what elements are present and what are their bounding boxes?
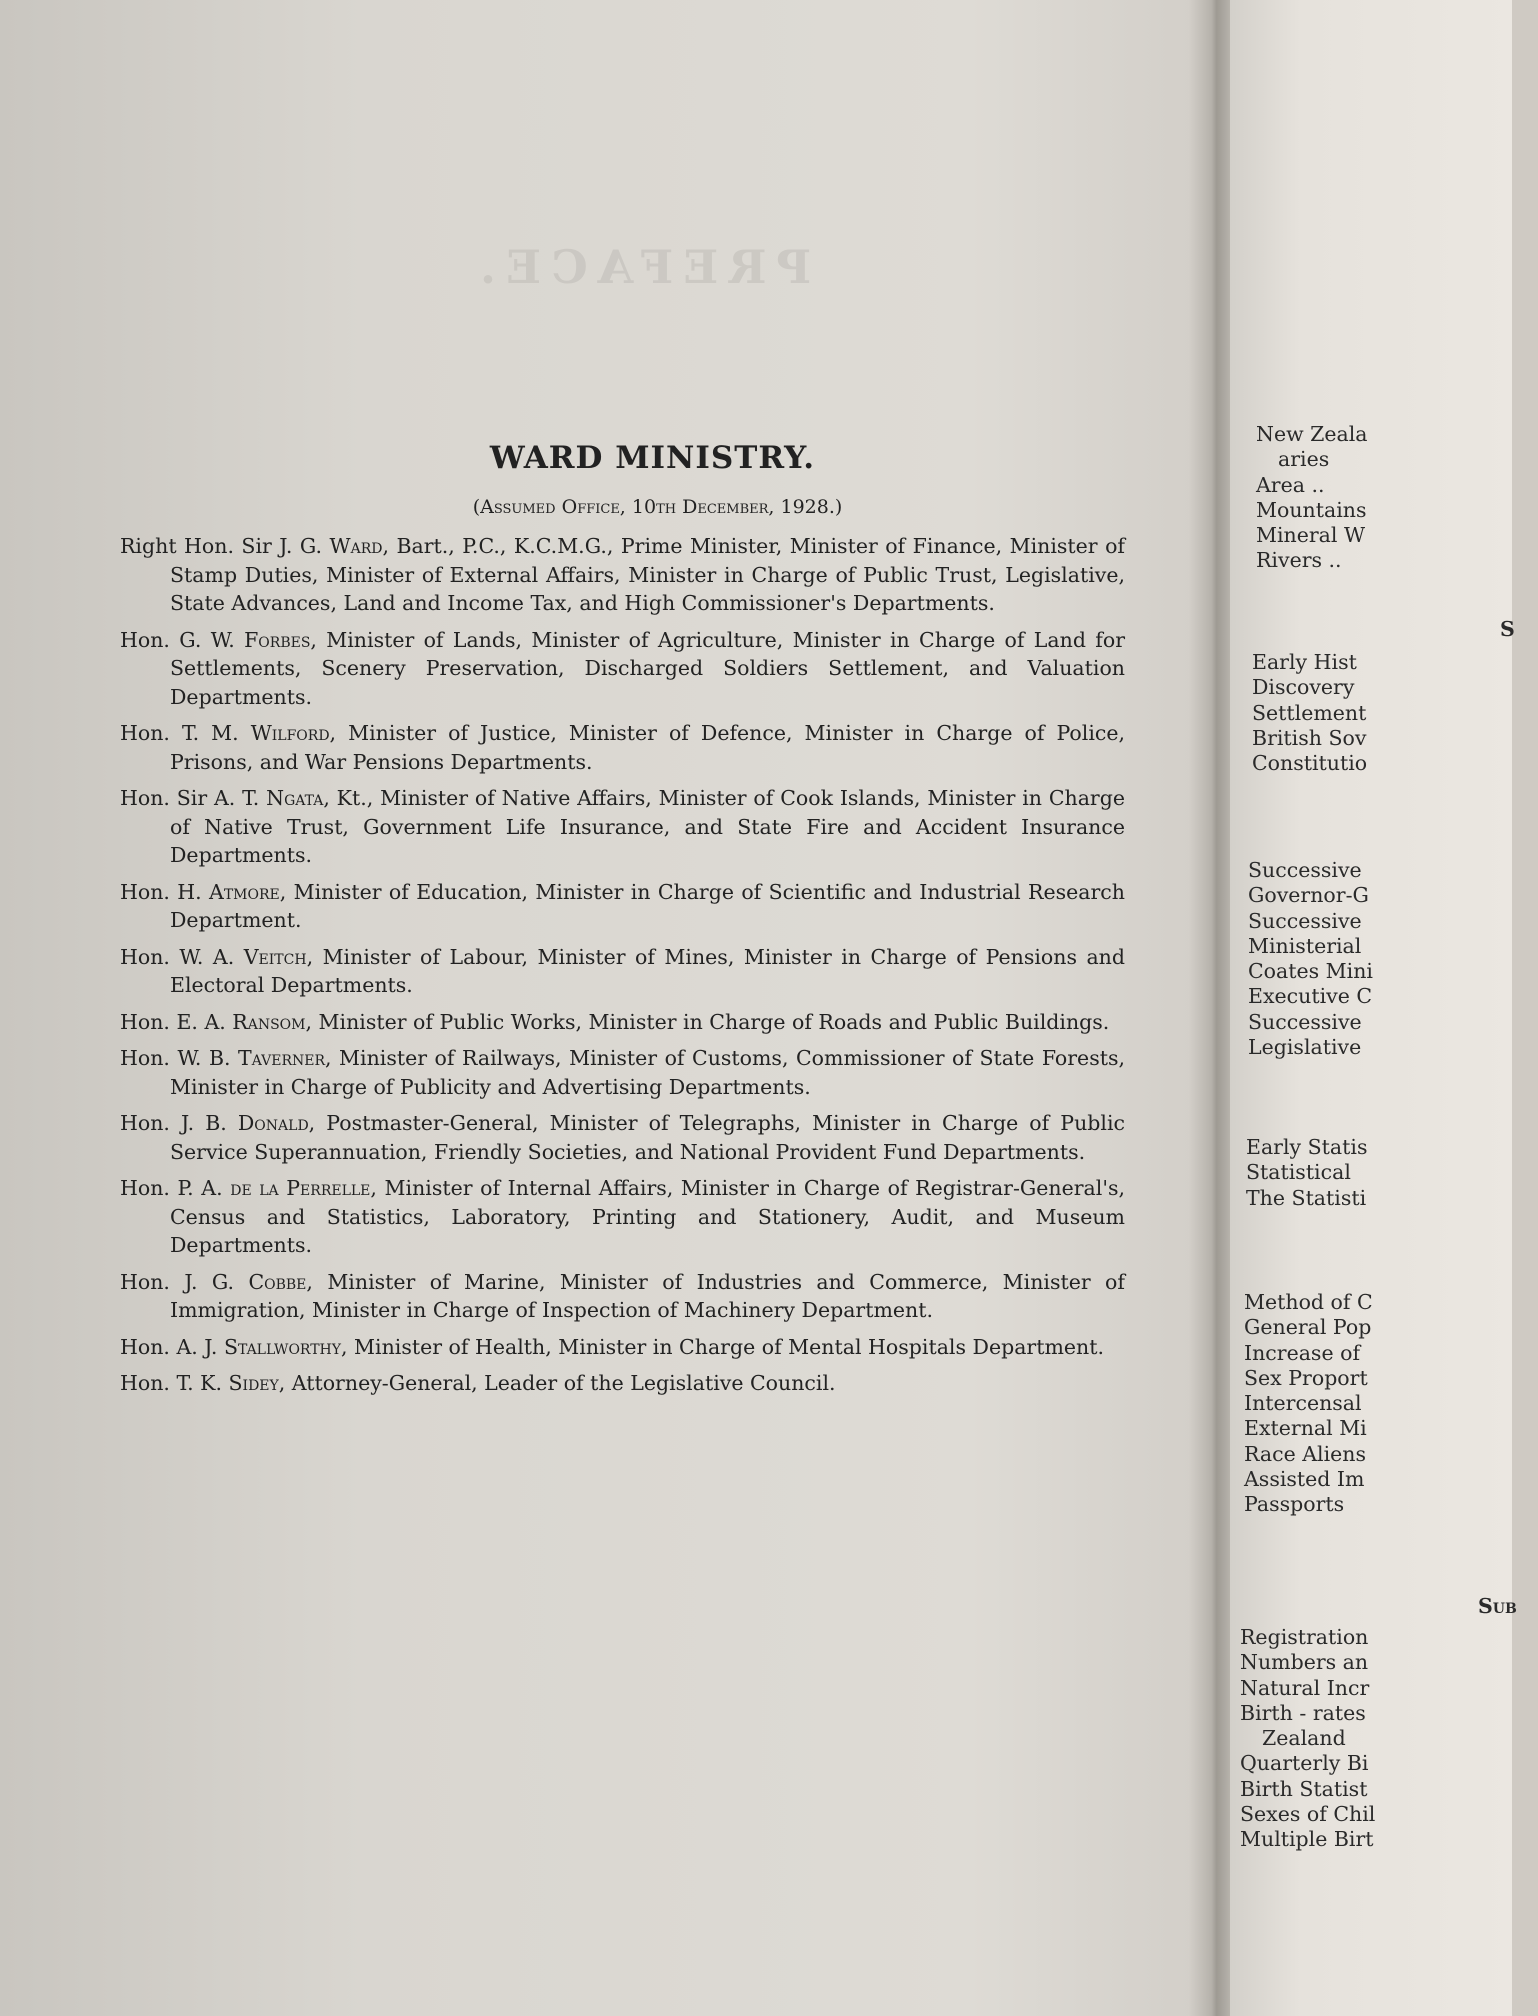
- contents-group: [1240, 1625, 1375, 1853]
- contents-entry: Multiple Birt: [1240, 1827, 1374, 1852]
- contents-entry: Statistical: [1246, 1160, 1351, 1185]
- contents-entry: Early Hist: [1252, 650, 1357, 674]
- contents-entry: aries: [1278, 447, 1330, 472]
- contents-entry: Settlement: [1252, 700, 1367, 725]
- contents-entry: Birth - rates: [1240, 1700, 1366, 1725]
- minister-entry: [120, 1268, 1125, 1325]
- minister-entry: [120, 1174, 1125, 1260]
- contents-entry: Passports: [1244, 1492, 1345, 1517]
- minister-entry: [120, 784, 1125, 870]
- minister-title: Hon. A. J.: [120, 1334, 224, 1359]
- ministry-list-section: [120, 440, 1125, 1406]
- minister-portfolios: , Kt., Minister of Native Affairs, Minister of Cook Islands, Minister in Charge of Native Trust, Government Life Insurance, and State Fire and Accident Insurance Departments.: [170, 786, 1125, 867]
- contents-entry: Numbers an: [1240, 1650, 1369, 1675]
- contents-entry: Successive: [1248, 858, 1362, 882]
- contents-entry: Natural Incr: [1240, 1675, 1370, 1700]
- minister-entry: [120, 878, 1125, 935]
- contents-entry: Successive: [1248, 1009, 1362, 1034]
- minister-portfolios: , Minister of Public Works, Minister in Charge of Roads and Public Buildings.: [305, 1009, 1110, 1034]
- minister-portfolios: , Minister of Education, Minister in Charge of Scientific and Industrial Research Department.: [170, 879, 1125, 932]
- minister-entry: [120, 943, 1125, 1000]
- contents-entry: Assisted Im: [1244, 1467, 1365, 1492]
- contents-entry: Early Statis: [1246, 1135, 1368, 1159]
- contents-entry: Discovery: [1252, 675, 1355, 700]
- minister-portfolios: , Minister of Lands, Minister of Agriculture, Minister in Charge of Land for Settlements, Scenery Preservation, Discharged Soldiers Settlement, and Valuation Departments.: [170, 627, 1125, 709]
- minister-entry: [120, 1008, 1125, 1037]
- contents-entry: Intercensal: [1244, 1391, 1362, 1416]
- minister-portfolios: , Minister of Health, Minister in Charge of Mental Hospitals Department.: [341, 1334, 1104, 1359]
- contents-entry: General Pop: [1244, 1315, 1372, 1340]
- contents-entry: Method of C: [1244, 1290, 1373, 1314]
- contents-entry: Increase of: [1244, 1340, 1361, 1365]
- contents-entry: The Statisti: [1246, 1185, 1367, 1210]
- minister-portfolios: , Minister of Internal Affairs, Minister in Charge of Registrar-General's, Census and Statistics, Laboratory, Printing and Stationery, Audit, and Museum Departments.: [170, 1176, 1126, 1257]
- contents-heading: Sub: [1478, 1594, 1517, 1618]
- minister-entry: [120, 626, 1125, 712]
- minister-name: Stallworthy: [223, 1334, 342, 1359]
- contents-group: [1246, 1135, 1367, 1211]
- minister-entry: [120, 1369, 1125, 1398]
- minister-entry: [120, 1109, 1125, 1166]
- minister-portfolios: , Minister of Labour, Minister of Mines, Minister in Charge of Pensions and Electoral Departments.: [170, 944, 1126, 997]
- contents-entry: British Sov: [1252, 725, 1367, 750]
- contents-entry: Area ..: [1256, 472, 1325, 497]
- minister-portfolios: , Minister of Marine, Minister of Industries and Commerce, Minister of Immigration, Minister in Charge of Inspection of Machinery Department.: [170, 1269, 1125, 1322]
- contents-group: [1256, 422, 1368, 574]
- page-title: WARD MINISTRY.: [489, 440, 816, 476]
- contents-entry: External Mi: [1244, 1416, 1367, 1441]
- contents-entry: Ministerial: [1248, 933, 1362, 958]
- minister-portfolios: , Postmaster-General, Minister of Telegraphs, Minister in Charge of Public Service Superannuation, Friendly Societies, and National Provident Fund Departments.: [170, 1111, 1125, 1164]
- minister-name: Sidey: [228, 1371, 279, 1395]
- contents-entry: Zealand: [1262, 1726, 1346, 1751]
- right-page: [1230, 0, 1517, 2016]
- minister-portfolios: , Minister of Railways, Minister of Customs, Commissioner of State Forests, Minister in Charge of Publicity and Advertising Departments.: [170, 1046, 1125, 1099]
- bleed-through-preface-title: PREFACE.: [470, 240, 812, 294]
- contents-group: [1244, 1290, 1373, 1518]
- minister-title: Hon. T. M.: [120, 721, 251, 745]
- minister-title: Hon. E. A.: [120, 1009, 233, 1034]
- contents-entry: Birth Statist: [1240, 1776, 1368, 1801]
- contents-entry: New Zeala: [1256, 422, 1368, 446]
- minister-entry: [120, 532, 1125, 618]
- contents-entry: Constitutio: [1252, 751, 1368, 776]
- contents-entry: Rivers ..: [1256, 548, 1342, 573]
- contents-entry: Coates Mini: [1248, 959, 1373, 984]
- minister-name: Cobbe: [248, 1269, 307, 1294]
- page-subtitle: (Assumed Office, 10th December, 1928.): [472, 496, 843, 518]
- minister-title: Hon. Sir A. T.: [120, 786, 267, 810]
- contents-entry: Executive C: [1248, 984, 1373, 1009]
- minister-title: Hon. W. B.: [120, 1046, 239, 1070]
- contents-entry: Quarterly Bi: [1240, 1751, 1369, 1776]
- contents-entry: Mountains: [1256, 497, 1367, 522]
- minister-name: Atmore: [209, 879, 280, 904]
- minister-entry: [120, 1333, 1125, 1362]
- contents-entry: Registration: [1240, 1625, 1369, 1649]
- contents-entry: Sex Proport: [1244, 1365, 1368, 1390]
- minister-name: Donald: [237, 1111, 309, 1135]
- contents-entry: Governor-G: [1248, 883, 1369, 908]
- minister-title: Hon. W. A.: [120, 944, 244, 969]
- minister-name: Veitch: [243, 944, 307, 969]
- contents-entry: Sexes of Chil: [1240, 1802, 1376, 1827]
- contents-entry: Legislative: [1248, 1035, 1362, 1060]
- minister-name: Ransom: [232, 1009, 306, 1034]
- contents-group: [1252, 650, 1367, 776]
- minister-name: Wilford: [250, 721, 330, 745]
- minister-portfolios: , Minister of Justice, Minister of Defence, Minister in Charge of Police, Prisons, and War Pensions Departments.: [170, 721, 1125, 774]
- minister-portfolios: , Bart., P.C., K.C.M.G., Prime Minister, Minister of Finance, Minister of Stamp Duties, Minister of External Affairs, Minister in Charge of Public Trust, Legislative, State Advances, Land and Income Tax, and High Commissioner's Departments.: [170, 534, 1125, 615]
- minister-name: Forbes: [244, 627, 311, 652]
- minister-name: Ngata: [266, 786, 324, 810]
- minister-name: Ward: [329, 534, 383, 558]
- minister-title: Hon. J. B.: [120, 1111, 238, 1135]
- contents-entry: Race Aliens: [1244, 1441, 1367, 1466]
- minister-title: Hon. G. W.: [120, 627, 245, 652]
- minister-list: [120, 532, 1125, 1398]
- minister-entry: [120, 719, 1125, 776]
- minister-entry: [120, 1044, 1125, 1101]
- contents-entry: Mineral W: [1256, 523, 1366, 548]
- contents-entry: Successive: [1248, 908, 1362, 933]
- minister-title: Hon. P. A.: [120, 1176, 231, 1200]
- minister-name: Taverner: [238, 1046, 325, 1070]
- minister-portfolios: , Attorney-General, Leader of the Legislative Council.: [278, 1371, 836, 1395]
- minister-title: Hon. T. K.: [120, 1371, 229, 1395]
- minister-title: Hon. H.: [120, 879, 210, 904]
- minister-name: de la Perrelle: [230, 1176, 371, 1200]
- minister-title: Right Hon. Sir J. G.: [120, 534, 330, 558]
- contents-heading: S: [1500, 617, 1515, 641]
- minister-title: Hon. J. G.: [120, 1269, 249, 1294]
- contents-group: [1248, 858, 1373, 1060]
